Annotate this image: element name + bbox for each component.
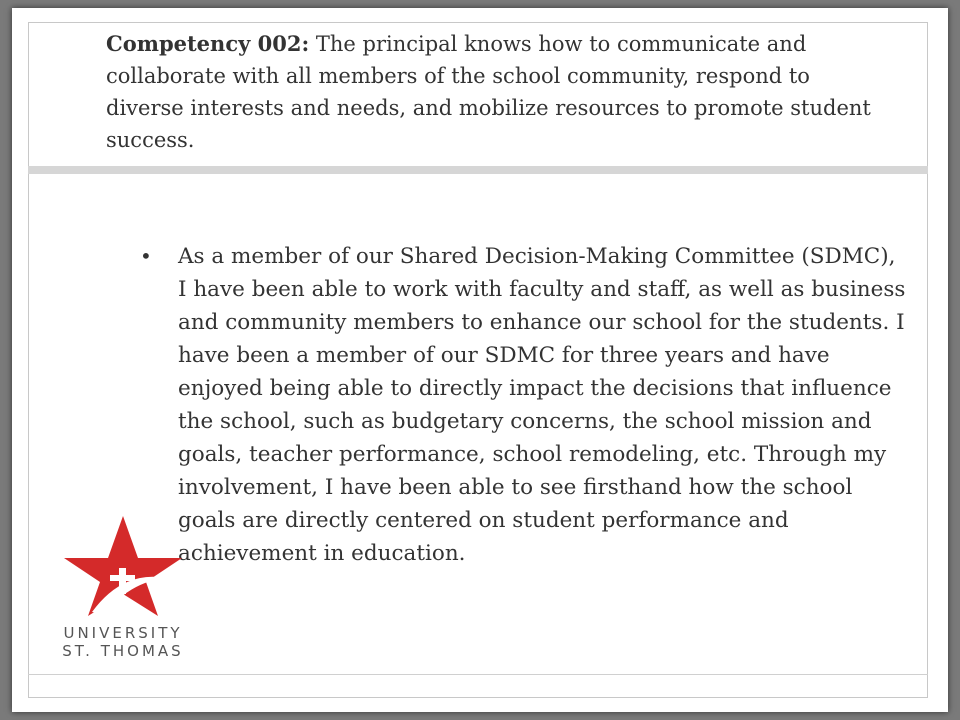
cross-horizontal — [110, 575, 135, 581]
star-shape — [64, 516, 182, 616]
footer-divider — [28, 674, 928, 675]
slide-title — [106, 28, 886, 156]
slide — [12, 8, 948, 712]
bullet-text: As a member of our Shared Decision-Making Committee (SDMC), I have been able to work with faculty and staff, as well as business and community members to enhance our school for the students. I have been a member of our SDMC for three years and have enjoyed being able to directly impact the decisions that influence the school, such as budgetary concerns, the school mission and goals, teacher performance, school remodeling, etc. Through my involvement, I have been able to see firsthand how the school goals are directly centered on student performance and achievement in education. — [178, 244, 906, 566]
bullet-dot-icon: • — [140, 244, 152, 268]
bullet-item — [130, 240, 910, 570]
university-logo — [48, 508, 198, 668]
star-cross-icon — [48, 508, 198, 618]
bullet-list — [130, 240, 910, 570]
title-divider — [28, 166, 928, 174]
title-label: Competency 002: — [106, 31, 310, 56]
logo-line-university: UNIVERSITY — [63, 624, 183, 642]
title-text: The principal knows how to communicate and collaborate with all members of the school community, respond to diverse interests and needs, and mobilize resources to promote student success. — [106, 32, 871, 152]
logo-line-st-thomas: ST. THOMAS — [62, 642, 184, 660]
